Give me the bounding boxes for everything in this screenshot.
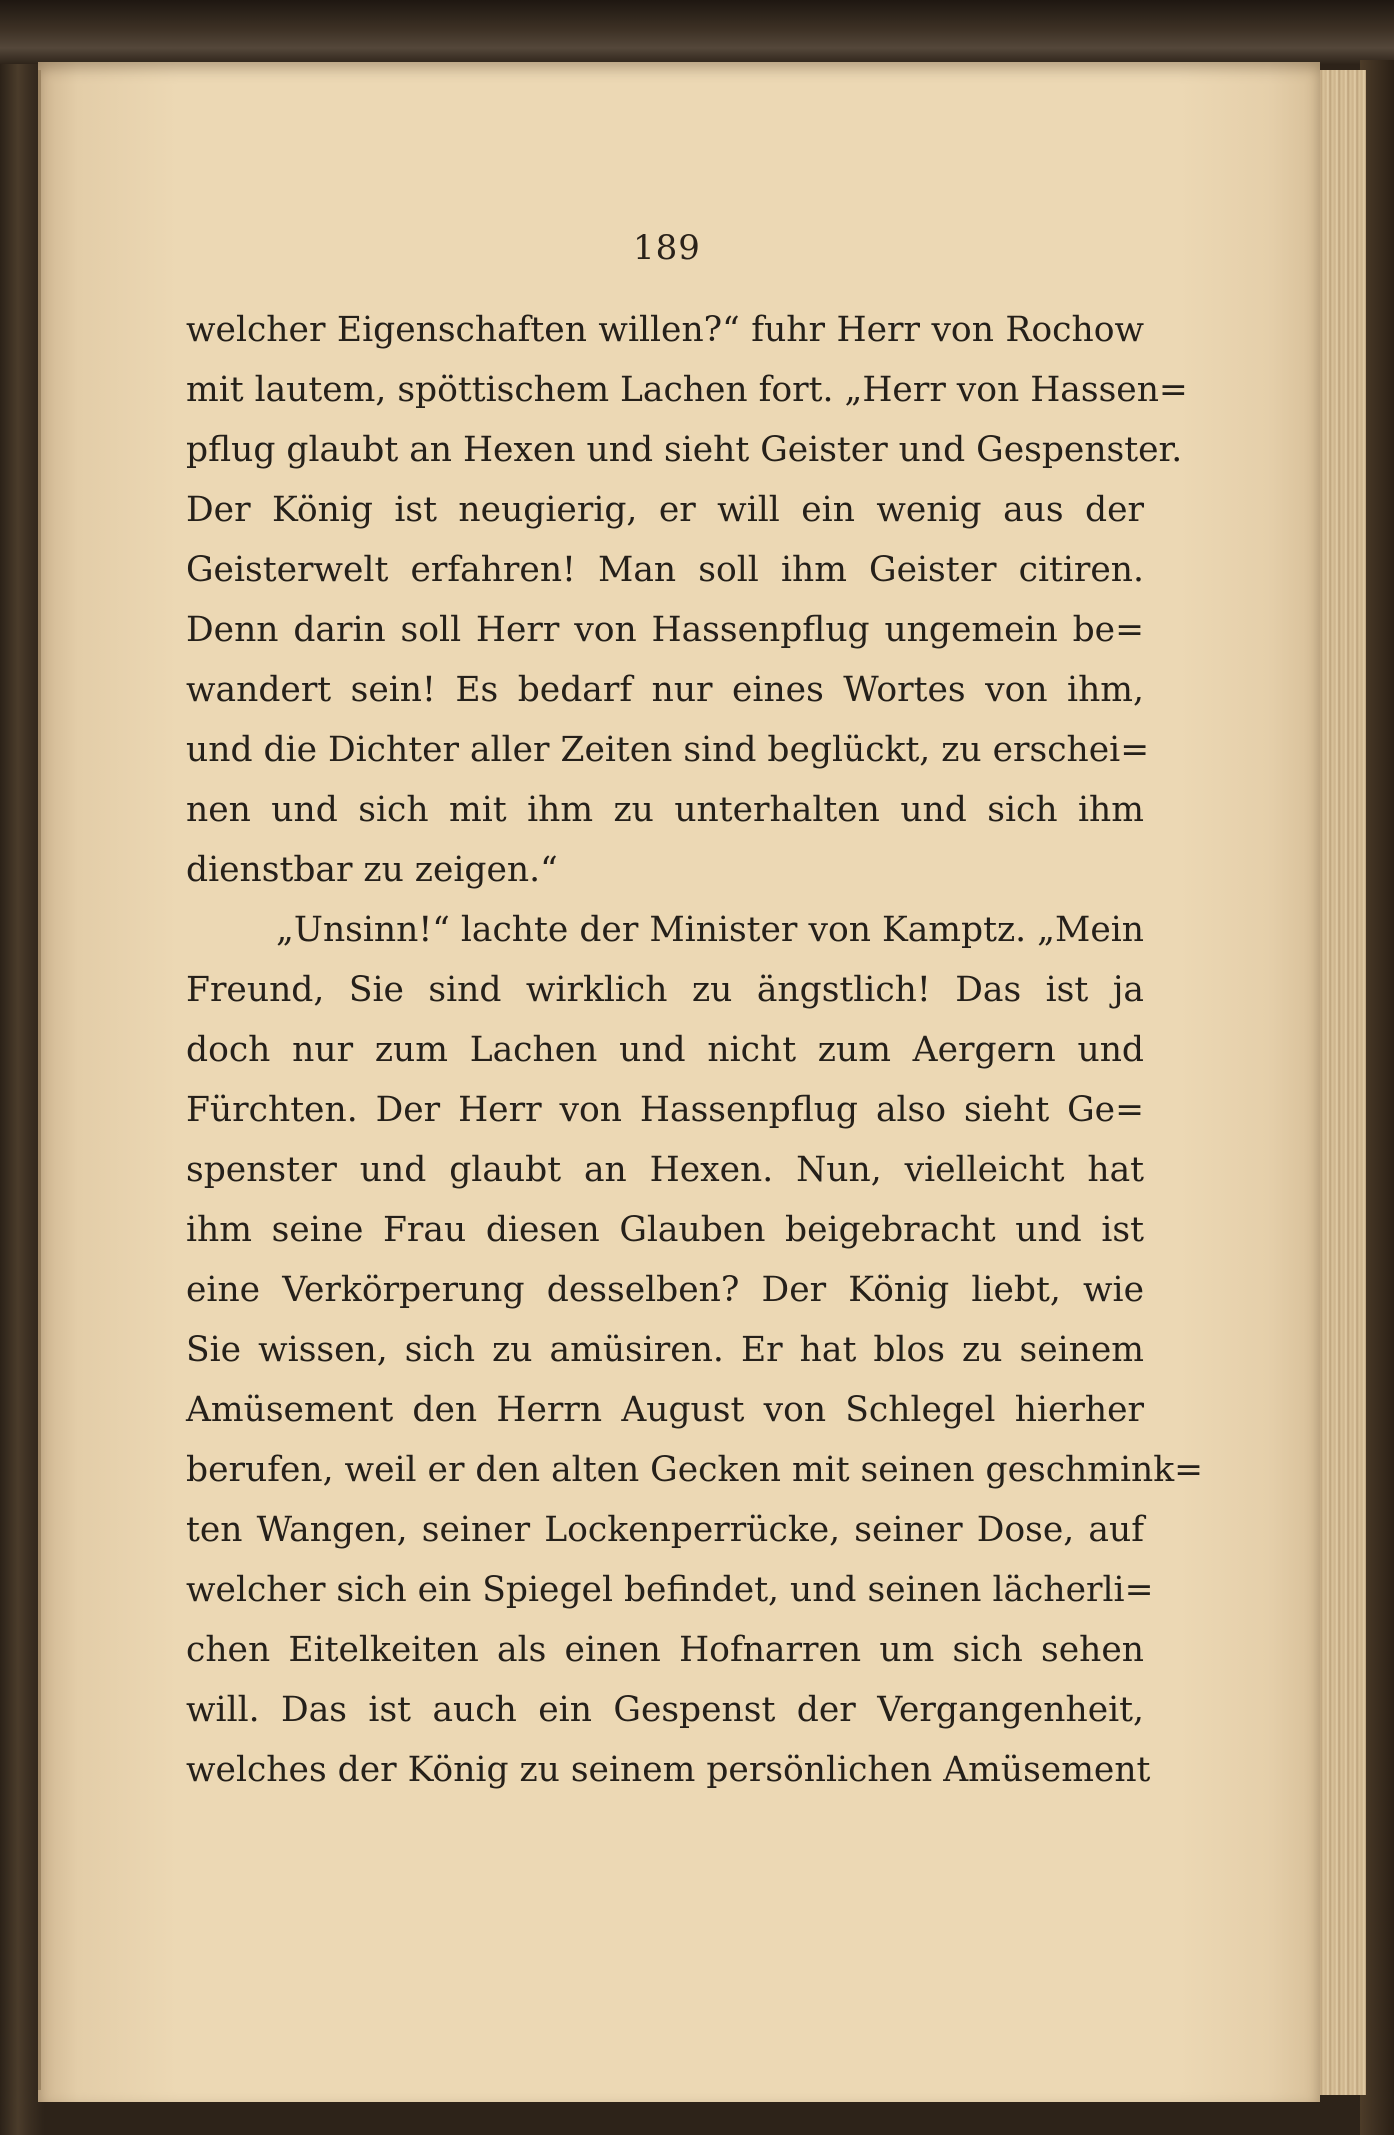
gutter-line bbox=[38, 70, 41, 2090]
text-line: will. Das ist auch ein Gespenst der Vergangenheit, bbox=[186, 1690, 1144, 1730]
text-line: doch nur zum Lachen und nicht zum Aergern und bbox=[186, 1030, 1144, 1070]
text-line: Der König ist neugierig, er will ein wenig aus der bbox=[186, 490, 1144, 530]
text-line: nen und sich mit ihm zu unterhalten und sich ihm bbox=[186, 790, 1144, 830]
text-line: spenster und glaubt an Hexen. Nun, vielleicht hat bbox=[186, 1150, 1144, 1190]
text-line: Geisterwelt erfahren! Man soll ihm Geister citiren. bbox=[186, 550, 1144, 590]
top-binding-band bbox=[0, 0, 1394, 64]
text-line: chen Eitelkeiten als einen Hofnarren um sich sehen bbox=[186, 1630, 1144, 1670]
text-line: ihm seine Frau diesen Glauben beigebracht und ist bbox=[186, 1210, 1144, 1250]
text-line: wandert sein! Es bedarf nur eines Wortes von ihm, bbox=[186, 670, 1144, 710]
text-line: berufen, weil er den alten Gecken mit seinen geschmink= bbox=[186, 1450, 1204, 1490]
text-line: Freund, Sie sind wirklich zu ängstlich! Das ist ja bbox=[186, 970, 1144, 1010]
text-line: Fürchten. Der Herr von Hassenpflug also sieht Ge= bbox=[186, 1090, 1144, 1130]
text-line: welches der König zu seinem persönlichen Amüsement bbox=[186, 1750, 1151, 1790]
text-line: eine Verkörperung desselben? Der König liebt, wie bbox=[186, 1270, 1144, 1310]
text-line: mit lautem, spöttischem Lachen fort. „Herr von Hassen= bbox=[186, 370, 1188, 410]
text-line: Sie wissen, sich zu amüsiren. Er hat blos zu seinem bbox=[186, 1330, 1144, 1370]
text-line: ten Wangen, seiner Lockenperrücke, seiner Dose, auf bbox=[186, 1510, 1144, 1550]
text-line: „Unsinn!“ lachte der Minister von Kamptz. „Mein bbox=[276, 910, 1144, 950]
text-line: und die Dichter aller Zeiten sind beglückt, zu erschei= bbox=[186, 730, 1150, 770]
text-line: Denn darin soll Herr von Hassenpflug ungemein be= bbox=[186, 610, 1144, 650]
text-line: pflug glaubt an Hexen und sieht Geister und Gespenster. bbox=[186, 430, 1183, 470]
body-text bbox=[186, 300, 1204, 1800]
text-line: welcher sich ein Spiegel befindet, und seinen lächerli= bbox=[186, 1570, 1154, 1610]
text-line: Amüsement den Herrn August von Schlegel hierher bbox=[186, 1390, 1144, 1430]
text-line: welcher Eigenschaften willen?“ fuhr Herr von Rochow bbox=[186, 310, 1144, 350]
page-number: 189 bbox=[633, 228, 701, 268]
text-line: dienstbar zu zeigen.“ bbox=[186, 850, 558, 890]
